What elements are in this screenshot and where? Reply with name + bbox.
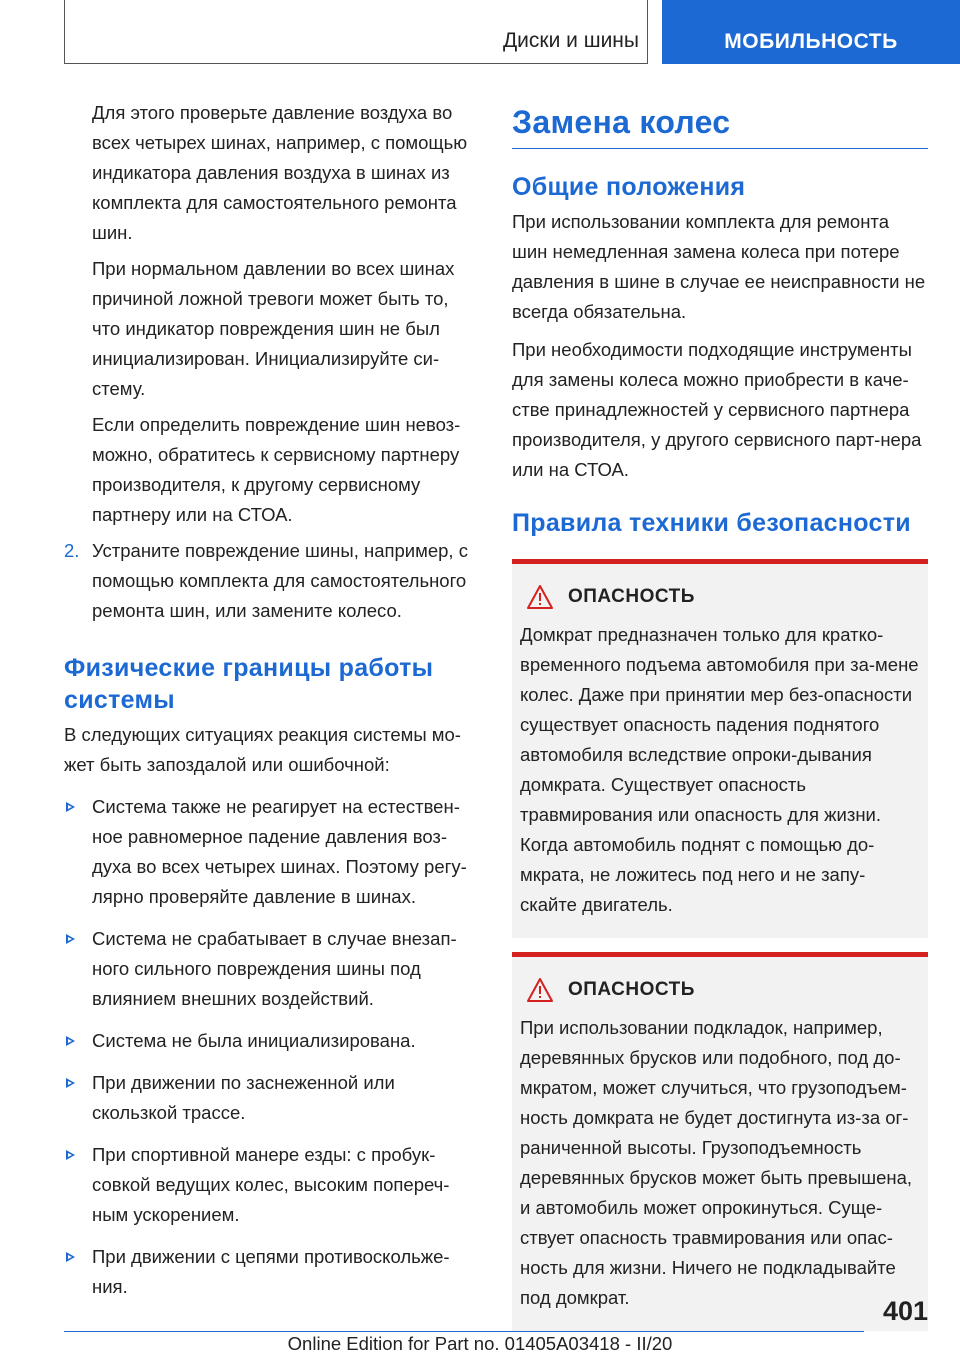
list-item-text: Система также не реагирует на естествен-ное равномерное падение давления воз-духа во всех четырех шинах. Поэтому регу-лярно проверяйте давление в шинах. xyxy=(92,796,467,907)
warning-triangle-icon xyxy=(526,584,554,610)
triangle-bullet-icon xyxy=(66,1036,75,1046)
danger-title: ОПАСНОСТЬ xyxy=(568,979,695,1000)
list-item xyxy=(64,1242,480,1302)
footer-edition: Online Edition for Part no. 01405A03418 - II/20 xyxy=(287,1333,673,1354)
list-item xyxy=(64,792,480,912)
footer-divider xyxy=(64,1331,864,1332)
list-item-text: При движении с цепями противоскольже-ния. xyxy=(92,1246,450,1297)
page-number: 401 xyxy=(882,1296,928,1326)
step-2-number: 2. xyxy=(64,540,80,561)
triangle-bullet-icon xyxy=(66,1252,75,1262)
danger-box-1 xyxy=(512,559,928,938)
paragraph-general-2: При необходимости подходящие инструменты для замены колеса можно приобрести в каче-стве принадлежностей у сервисного партнера производителя, у другого сервисного парт-нера или на СТОА. xyxy=(512,339,922,480)
list-item xyxy=(64,1026,480,1056)
triangle-bullet-icon xyxy=(66,1150,75,1160)
triangle-bullet-icon xyxy=(66,1078,75,1088)
step-2-text: Устраните повреждение шины, например, с помощью комплекта для самостоятельного ремонта шин, или замените колесо. xyxy=(92,540,468,621)
heading-safety: Правила техники безопасности xyxy=(512,509,911,537)
paragraph-contact-service: Если определить повреждение шин невоз-можно, обратитесь к сервисному партнеру производителя, к другому сервисному партнеру или на СТОА. xyxy=(92,414,461,525)
heading-system-limits: Физические границы работы системы xyxy=(64,654,434,714)
list-item-text: Система не была инициализирована. xyxy=(92,1030,416,1051)
danger-box-2 xyxy=(512,952,928,1331)
list-item xyxy=(64,924,480,1014)
left-column xyxy=(64,98,480,1314)
list-item-text: При движении по заснеженной или скользкой трассе. xyxy=(92,1072,395,1123)
step-2 xyxy=(64,536,480,626)
danger-title: ОПАСНОСТЬ xyxy=(568,586,695,607)
paragraph-false-alarm: При нормальном давлении во всех шинах причиной ложной тревоги может быть то, что индикатор повреждения шин не был инициализирован. Инициализируйте си-стему. xyxy=(92,258,455,399)
danger-header xyxy=(520,977,920,1003)
list-item-text: Система не срабатывает в случае внезап-ного сильного повреждения шины под влиянием внешних воздействий. xyxy=(92,928,457,1009)
triangle-bullet-icon xyxy=(66,934,75,944)
list-item xyxy=(64,1140,480,1230)
danger-text: При использовании подкладок, например, деревянных брусков или подобного, под до-мкратом, может случиться, что грузоподъем-ность домкрата не будет достигнута из-за ог-раниченной высоты. Грузоподъемность деревянных брусков может быть превышена, и автомобиль может опрокинуться. Суще-ствует опасность травмирования или опас-ность для жизни. Ничего не подкладывайте под домкрат. xyxy=(520,1017,913,1308)
paragraph-limits-intro: В следующих ситуациях реакция системы мо-жет быть запоздалой или ошибочной: xyxy=(64,724,461,775)
list-item xyxy=(64,1068,480,1128)
header-section-title: Диски и шины xyxy=(502,29,639,52)
warning-triangle-icon xyxy=(526,977,554,1003)
triangle-bullet-icon xyxy=(66,802,75,812)
danger-header xyxy=(520,584,920,610)
list-item-text: При спортивной манере езды: с пробук-совкой ведущих колес, высоким попереч-ным ускорением. xyxy=(92,1144,450,1225)
danger-text: Домкрат предназначен только для кратко-временного подъема автомобиля при за-мене колес. Даже при принятии мер без-опасности существует опасность падения поднятого автомобиля вследствие опроки-дывания домкрата. Существует опасность травмирования или опасность для жизни. Когда автомобиль поднят с помощью до-мкрата, не ложитесь под него и не запу-скайте двигатель. xyxy=(520,624,919,915)
paragraph-check-pressure: Для этого проверьте давление воздуха во всех четырех шинах, например, с помощью индикатора давления воздуха в шинах из комплекта для самостоятельного ремонта шин. xyxy=(92,102,468,243)
header-section-box xyxy=(64,0,648,64)
heading-general: Общие положения xyxy=(512,173,746,201)
right-column xyxy=(512,98,928,1331)
paragraph-general-1: При использовании комплекта для ремонта шин немедленная замена колеса при потере давления в шине в случае ее неисправности не всегда обязательна. xyxy=(512,211,926,322)
header-chapter-tab: МОБИЛЬНОСТЬ xyxy=(662,0,960,64)
heading-wheel-change: Замена колес xyxy=(512,98,928,149)
